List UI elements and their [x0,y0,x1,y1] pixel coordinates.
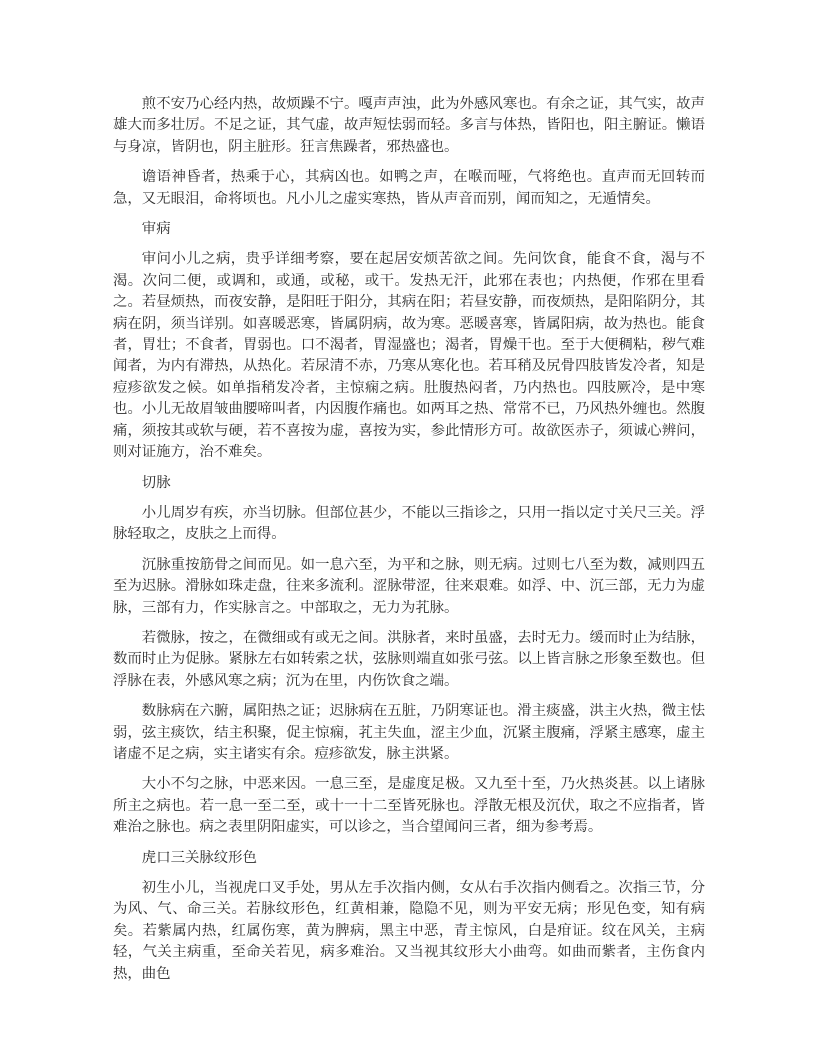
document-paragraph: 初生小儿，当视虎口叉手处，男从左手次指内侧，女从右手次指内侧看之。次指三节，分为风、气、命三关。若脉纹形色，红黄相兼，隐隐不见，则为平安无病；形见色变，知有病矣。若紫属内热，红属伤寒，黄为脾病，黑主中恶，青主惊风，白是疳证。纹在风关，主病轻，气关主病重，至命关若见，病多难治。又当视其纹形大小曲弯。如曲而紫者，主伤食内热，曲色 [113,880,705,982]
document-body [113,94,705,994]
document-paragraph: 谵语神昏者，热乘于心，其病凶也。如鸭之声，在喉而哑，气将绝也。直声而无回转而急，又无眼泪，命将顷也。凡小儿之虚实寒热，皆从声音而别，闻而知之，无遁情矣。 [113,169,705,207]
section-heading: 虎口三关脉纹形色 [141,849,257,866]
document-paragraph: 大小不匀之脉，中恶来因。一息三至，是虚度足极。又九至十至，乃火热炎甚。以上诸脉所主之病也。若一息一至二至，或十一十二至皆死脉也。浮散无根及沉伏，取之不应指者，皆难治之脉也。病之表里阴阳虚实，可以诊之，当合望闻问三者，细为参考焉。 [113,776,705,836]
section-heading: 切脉 [141,474,171,491]
document-paragraph: 若微脉，按之，在微细或有或无之间。洪脉者，来时虽盛，去时无力。缓而时止为结脉，数而时止为促脉。紧脉左右如转索之状，弦脉则端直如张弓弦。以上皆言脉之形象至数也。但浮脉在表，外感风寒之病；沉为在里，内伤饮食之端。 [113,629,705,689]
document-paragraph: 沉脉重按筋骨之间而见。如一息六至，为平和之脉，则无病。过则七八至为数，减则四五至为迟脉。滑脉如珠走盘，往来多流利。涩脉带涩，往来艰难。如浮、中、沉三部，无力为虚脉，三部有力，作实脉言之。中部取之，无力为芤脉。 [113,556,705,616]
section-heading: 审病 [141,221,171,238]
document-paragraph: 审问小儿之病，贵乎详细考察，要在起居安烦苦欲之间。先问饮食，能食不食，渴与不渴。次问二便，或调和，或通，或秘，或干。发热无汗，此邪在表也；内热便，作邪在里看之。若昼烦热，而夜安静，是阳旺于阳分，其病在阳；若昼安静，而夜烦热，是阳陷阴分，其病在阴，须当详别。如喜暖恶寒，皆属阴病，故为寒。恶暖喜寒，皆属阳病，故为热也。能食者，胃壮；不食者，胃弱也。口不渴者，胃湿盛也；渴者，胃燥干也。至于大便稠粘，秽气难闻者，为内有滞热，从热化。若尿清不赤，乃寒从寒化也。若耳稍及尻骨四肢皆发冷者，知是痘疹欲发之候。如单指稍发冷者，主惊痫之病。肚腹热闷者，乃内热也。四肢厥冷，是中寒也。小儿无故眉皱曲腰啼叫者，内因腹作痛也。如两耳之热、常常不已，乃风热外缠也。然腹痛，须按其或软与硬，若不喜按为虚，喜按为实，参此情形方可。故欲医赤子，须诚心辨问，则对证施方，治不难矣。 [113,251,705,461]
document-paragraph: 煎不安乃心经内热，故烦躁不宁。嘎声声浊，此为外感风寒也。有余之证，其气实，故声雄大而多壮厉。不足之证，其气虚，故声短怯弱而轻。多言与体热，皆阳也，阳主腑证。懒语与身凉，皆阴也，阴主脏形。狂言焦躁者，邪热盛也。 [113,96,705,155]
document-paragraph: 小儿周岁有疾，亦当切脉。但部位甚少，不能以三指诊之，只用一指以定寸关尺三关。浮脉轻取之，皮肤之上而得。 [113,504,705,543]
document-paragraph: 数脉病在六腑，属阳热之证；迟脉病在五脏，乃阴寒证也。滑主痰盛，洪主火热，微主怯弱，弦主痰饮，结主积聚，促主惊痫，芤主失血，涩主少血，沉紧主腹痛，浮紧主感寒，虚主诸虚不足之病，实主诸实有余。痘疹欲发，脉主洪紧。 [113,703,705,762]
